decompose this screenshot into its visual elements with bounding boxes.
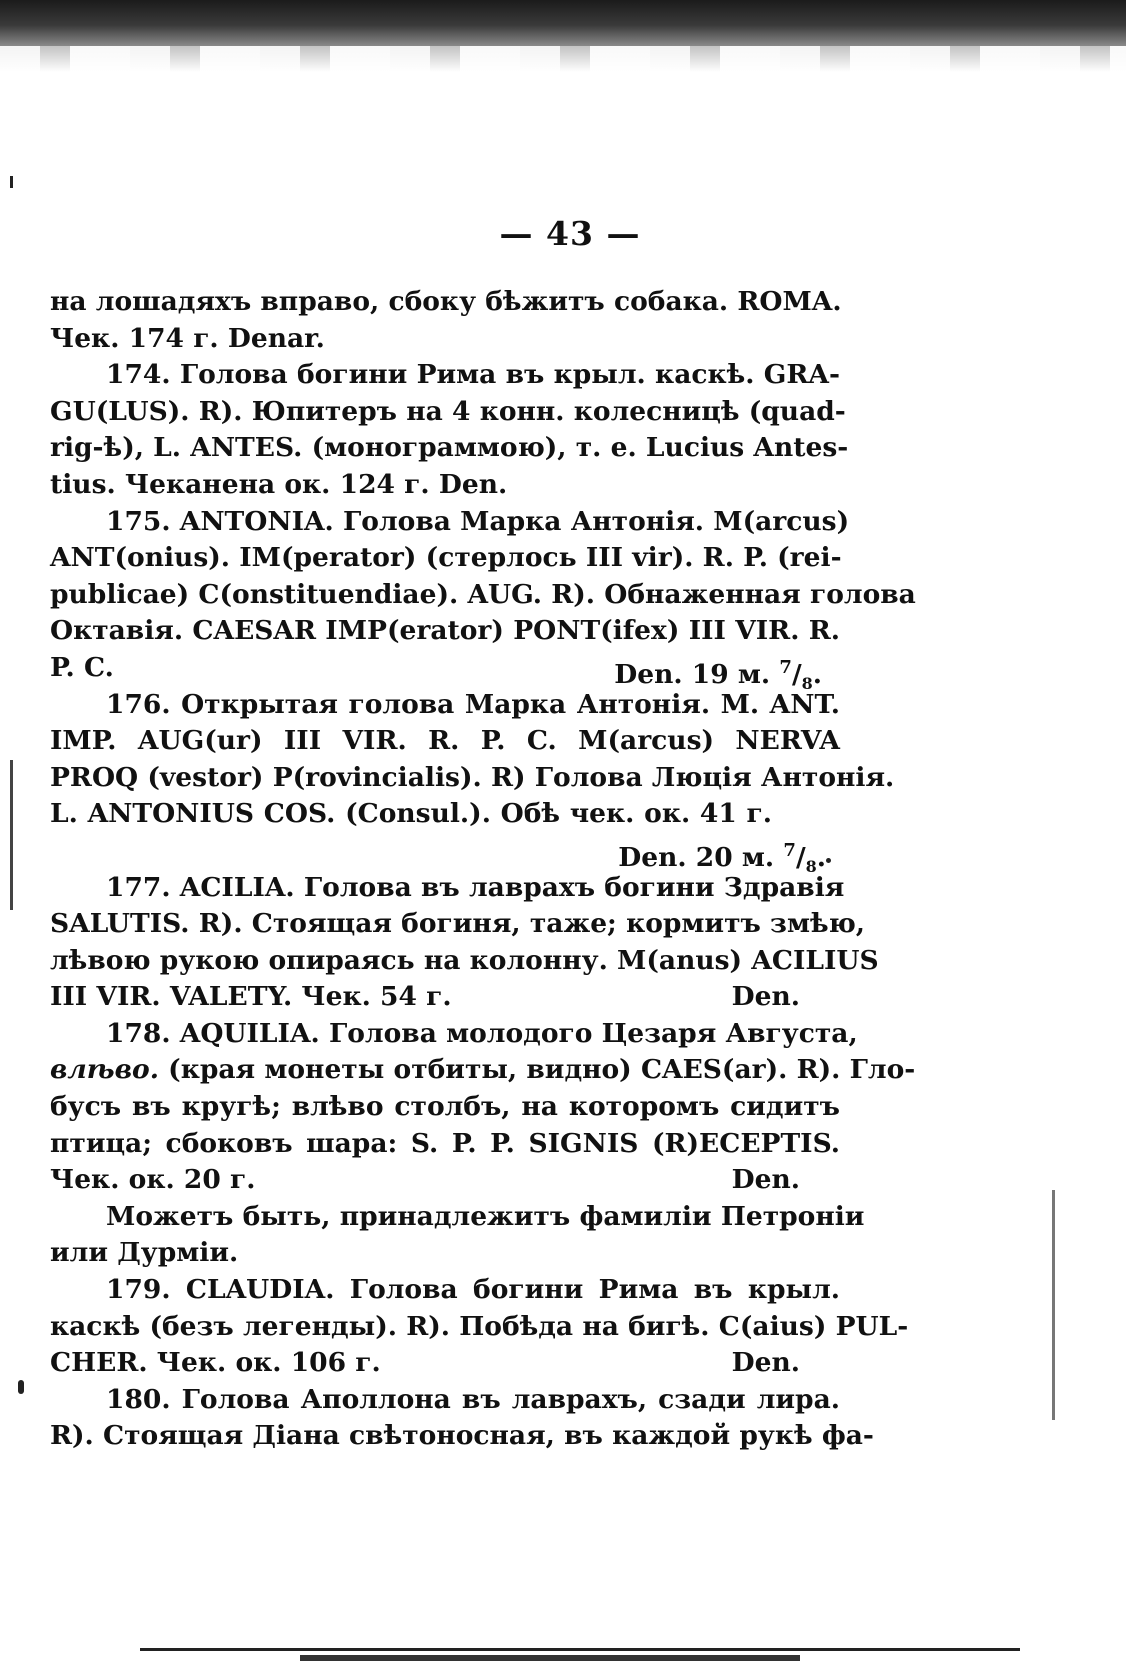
text-fragment: (края монеты отбиты, видно) CAES(ar). R). Гло- [168,1054,916,1086]
text-line: IMP. AUG(ur) III VIR. R. P. C. M(arcus) NERVA [50,725,840,757]
margin-dot [18,1380,24,1394]
text-line: 175. ANTONIA. Голова Марка Антонія. M(arcus) [106,505,850,537]
text-fragment: CHER. Чек. ок. 106 г. [50,1347,381,1379]
text-fragment: Чек. ок. 20 г. [50,1164,256,1196]
margin-mark [10,176,13,188]
scan-top-edge [0,0,1140,72]
text-line: SALUTIS. R). Стоящая богиня, таже; кормитъ змѣю, [50,908,866,940]
text-fragment: III VIR. VALETY. Чек. 54 г. [50,981,452,1013]
text-line: Октавія. CAESAR IMP(erator) PONT(ifex) III VIR. R. [50,615,840,647]
text-line: бусъ въ кругѣ; влѣво столбъ, на которомъ сидитъ [50,1091,840,1123]
scan-bottom-edge [300,1655,800,1661]
text-fragment: Den. [731,1164,800,1196]
text-line: L. ANTONIUS COS. (Consul.). Обѣ чек. ок. 41 г. [50,798,772,830]
fraction-numerator: 7 [783,839,796,861]
text-line [50,1162,840,1199]
text-line: R). Стоящая Діана свѣтоносная, въ каждой рукѣ фа- [50,1420,874,1452]
text-line: publicae) C(onstituendiae). AUG. R). Обнаженная голова [50,578,916,610]
text-line: Можетъ быть, принадлежитъ фамиліи Петроніи [106,1200,865,1232]
text-line: птица; сбоковъ шара: S. P. P. SIGNIS (R)ECEPTIS. [50,1127,840,1159]
text-line: ANT(onius). IM(perator) (стерлось III vir). R. P. (rei- [50,542,842,574]
body-text [50,284,916,1455]
text-line: Чек. 174 г. Denar. [50,322,325,354]
text-line: tius. Чеканена ок. 124 г. Den. [50,468,508,500]
text-line: GU(LUS). R). Юпитеръ на 4 конн. колесницѣ (quad- [50,395,846,427]
text-line: лѣвою рукою опираясь на колонну. M(anus) ACILIUS [50,944,879,976]
text-line [50,1345,840,1382]
denomination: Den. 19 м. $^7/_8$. [614,656,822,694]
text-line [50,1052,916,1089]
text-fragment: влѣво. [50,1054,159,1086]
text-line [50,979,840,1016]
fraction-denominator: 8 [801,674,813,694]
text-line: каскѣ (безъ легенды). R). Побѣда на бигѣ. C(aius) PUL- [50,1310,909,1342]
fraction-numerator: 7 [779,656,792,678]
margin-bracket [10,760,13,910]
text-line: 177. ACILIA. Голова въ лаврахъ богини Здравія [106,871,845,903]
text-line: 176. Открытая голова Марка Антонія. M. ANT. [106,688,840,720]
text-fragment: Den. [731,1347,800,1379]
text-line: на лошадяхъ вправо, сбоку бѣжитъ собака. ROMA. [50,286,842,317]
text-line: или Дурміи. [50,1237,239,1269]
text-line: Den. 20 м. $^7/_8$. [618,839,826,877]
text-line: 180. Голова Аполлона въ лаврахъ, сзади лира. [106,1383,840,1415]
text-fragment: Den. 20 м. [618,841,775,873]
fraction-denominator: 8 [805,857,817,877]
text-fragment: Den. 19 м. [614,658,771,690]
text-line [50,650,840,694]
text-line: 178. AQUILIA. Голова молодого Цезаря Августа, [106,1017,858,1049]
page-number: — 43 — [499,214,641,253]
margin-mark [1052,1190,1055,1420]
text-line: rig-ѣ), L. ANTES. (монограммою), т. е. Lucius Antes- [50,432,849,464]
text-fragment: P. C. [50,651,114,683]
text-fragment: Den. [731,981,800,1013]
scan-bottom-edge [140,1648,1020,1651]
text-line: 174. Голова богини Рима въ крыл. каскѣ. GRA- [106,359,840,391]
text-line: 179. CLAUDIA. Голова богини Рима въ крыл. [106,1274,840,1306]
text-line: PROQ (vestor) P(rovincialis). R) Голова Люція Антонія. [50,761,895,793]
